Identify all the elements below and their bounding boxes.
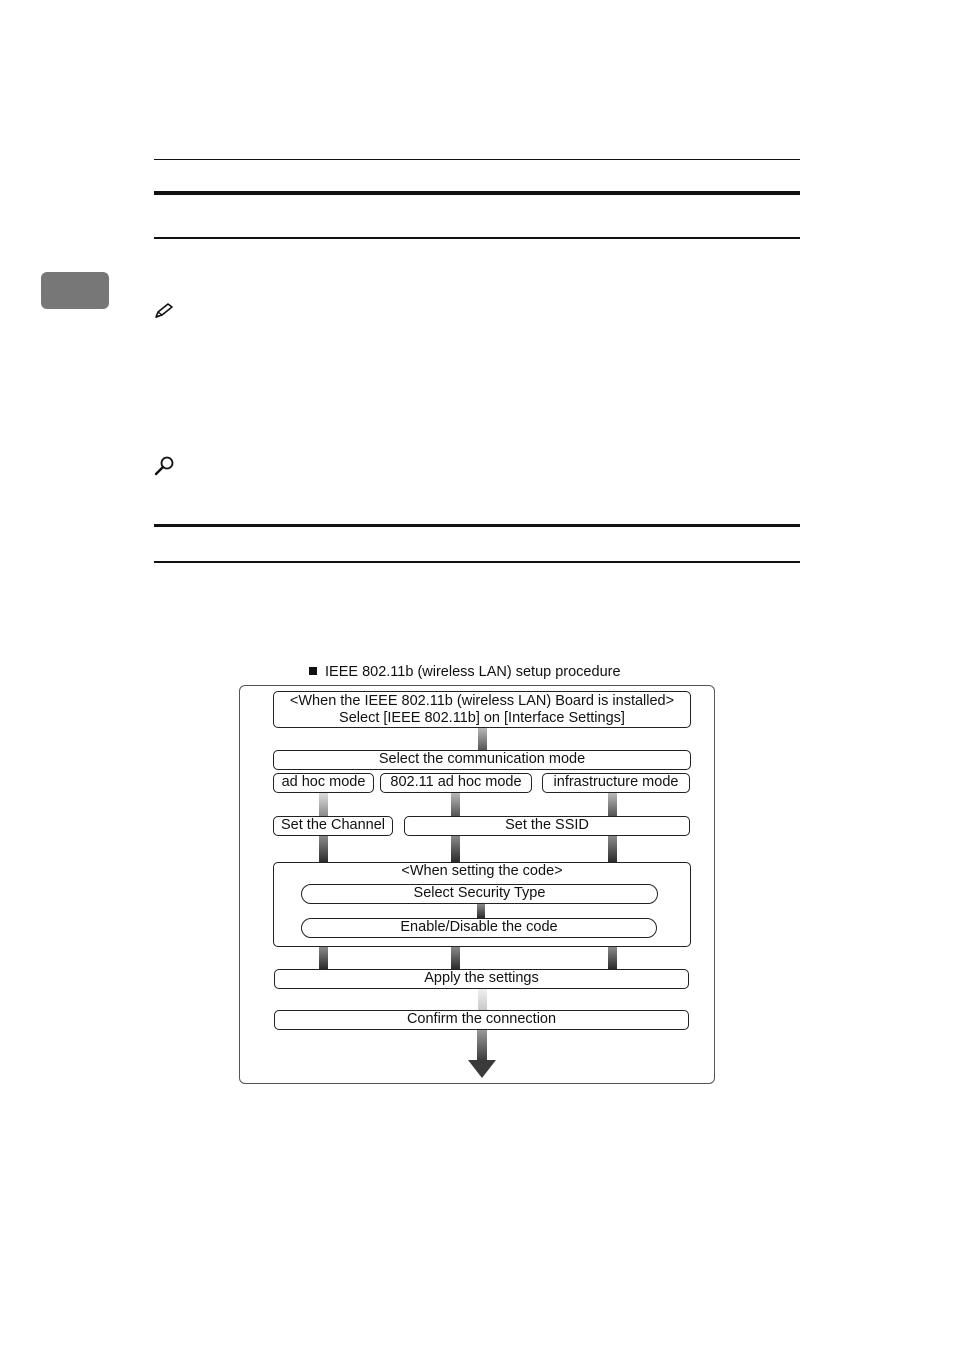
step-install-line1: <When the IEEE 802.11b (wireless LAN) Board is installed> — [289, 693, 675, 709]
step-ssid-box: Set the SSID — [404, 816, 690, 836]
mode-802-11-ad-hoc: 802.11 ad hoc mode — [380, 773, 532, 793]
connector-ssid-code-right — [608, 836, 617, 862]
connector-install-mode — [478, 728, 487, 750]
diagram-title — [309, 664, 621, 680]
connector-security-enable — [477, 904, 485, 918]
step-security-box: Select Security Type — [301, 884, 658, 904]
connector-infra-ssid — [608, 793, 617, 816]
section-top-rule — [154, 191, 800, 195]
step-apply-box: Apply the settings — [274, 969, 689, 989]
pencil-note-icon — [153, 302, 175, 320]
chapter-tab — [41, 272, 109, 309]
step-install-line2: Select [IEEE 802.11b] on [Interface Settings] — [339, 710, 625, 726]
magnifier-reference-icon — [153, 455, 177, 477]
connector-channel-code — [319, 836, 328, 862]
setup-procedure-diagram — [239, 662, 715, 1084]
step-channel-box: Set the Channel — [273, 816, 393, 836]
connector-apply-confirm — [478, 989, 487, 1010]
step-install-box — [273, 691, 691, 728]
step-mode-box: Select the communication mode — [273, 750, 691, 770]
connector-code-apply-mid — [451, 947, 460, 969]
step-enable-code-box: Enable/Disable the code — [301, 918, 657, 938]
connector-80211-ssid — [451, 793, 460, 816]
connector-code-apply-right — [608, 947, 617, 969]
down-arrow-icon — [467, 1030, 497, 1080]
diagram-title-text: IEEE 802.11b (wireless LAN) setup procedure — [325, 664, 621, 680]
subsection-top-rule — [154, 524, 800, 527]
connector-ssid-code-left — [451, 836, 460, 862]
mode-infrastructure: infrastructure mode — [542, 773, 690, 793]
connector-adhoc-channel — [319, 793, 328, 816]
code-group-title: <When setting the code> — [401, 863, 563, 879]
top-hairline — [154, 159, 800, 160]
connector-code-apply-left — [319, 947, 328, 969]
subsection-bottom-rule — [154, 561, 800, 563]
square-bullet-icon — [309, 667, 317, 675]
section-bottom-rule — [154, 237, 800, 239]
step-confirm-box: Confirm the connection — [274, 1010, 689, 1030]
mode-ad-hoc: ad hoc mode — [273, 773, 374, 793]
